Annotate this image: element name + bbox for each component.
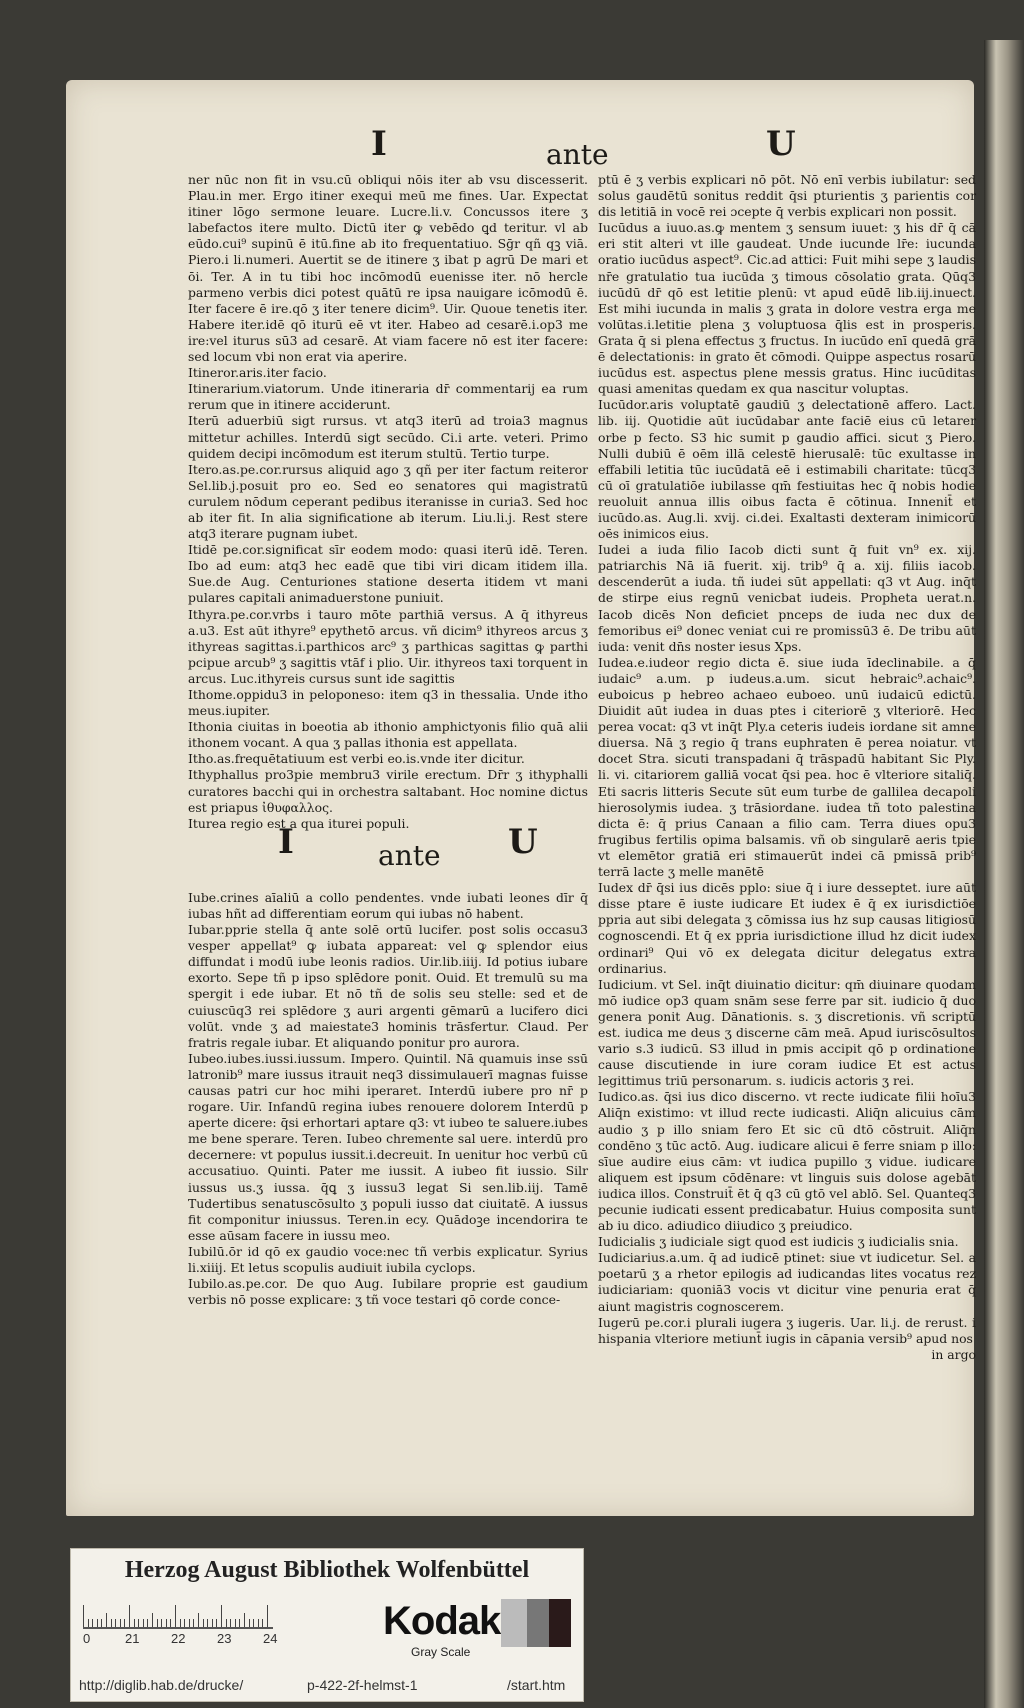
dictionary-entry: Iterū aduerbiū sigt rursus. vt atq3 iterū ad troia3 magnus mittetur achilles. Interdū sigt secūdo. Ci.i arte. veteri. Primo quidem decipi incōmodum est iterum stultū. Tertio turpe. xyxy=(188,413,588,461)
dictionary-entry: Iudei a iuda filio Iacob dicti sunt q̄ fuit vn⁹ ex. xij. patriarchis Nā iā fuerit. xij. trib⁹ q̄ a. xij. filiis iacob. descenderūt a iuda. tñ iudei sūt appellati: q3 vt Aug. inq̄t de stirpe eius regnū venicbat iudeis. Propheta uerat.n. Iacob dicēs Non deficiet pnceps de iuda nec dux de femoribus ei⁹ donec veniat cui re promissū3 ē. De tribu aūt iuda: venit dn̄s noster iesus Xps. xyxy=(598,542,976,654)
dictionary-entry: Iubar.pprie stella q̄ ante solē ortū lucifer. post solis occasu3 vesper appellat⁹ ꝙ iubata appareat: vel ꝙ splendor eius diffundat i modū iube leonis radios. Uir.lib.iiij. Id potius iubare exorto. Sepe tñ p ipso splēdore ponit. Ouid. Et tremulū su ma spergit i ede iubar. Et nō tñ de solis seu stelle: sed et de cuiuscūq3 rei splēdore ʒ auri argenti gēmarū a lucifero dici volūt. vnde ʒ ad maiestate3 hominis trāsfertur. Claud. Per fratris regale iubar. Et aliquando ponitur pro aurora. xyxy=(188,922,588,1050)
dictionary-entry: Iugerū pe.cor.i plurali iugera ʒ iugeris. Uar. li.j. de rerust. i hispania vlteriore metiunt̄ iugis in cāpania versib⁹ apud nos xyxy=(598,1314,976,1346)
ruler-label: 21 xyxy=(125,1631,140,1646)
ruler-label: 22 xyxy=(171,1631,186,1646)
running-head-letter-left: I xyxy=(371,124,387,164)
ruler-tick xyxy=(258,1619,259,1627)
ruler-tick xyxy=(175,1605,176,1627)
ruler-tick xyxy=(134,1619,135,1627)
ruler-tick xyxy=(235,1619,236,1627)
ruler-tick xyxy=(253,1619,254,1627)
ruler-tick xyxy=(88,1619,89,1627)
ruler-tick xyxy=(180,1619,181,1627)
dictionary-entry: Ithyra.pe.cor.vrbs i tauro mōte parthiā versus. A q̄ ithyreus a.u3. Est aūt ithyre⁹ epythetō arcus. vñ dicim⁹ ithyreos arcus ʒ ithyreas sagittas.i.parthicos arc⁹ ʒ parthicas sagittas ꝙ parthi pcipue arcub⁹ ʒ sagittis vtāf i plio. Uir. ithyreos taxi torquent in arcus. Luc.ithyreis cursus sunt ide sagittis xyxy=(188,606,588,686)
catchword: in argo xyxy=(931,1346,976,1362)
ruler-tick xyxy=(226,1619,227,1627)
dictionary-entry: Iudiciarius.a.um. q̄ ad iudicē ptinet: siue vt iudicetur. Sel. a poetarū ʒ a rhetor epilogis ad iudicandas lites vocatus rez iudiciariam: quoniā3 vocis vt dicitur vine penuria erat q̄ aiunt magistris cognoscerem. xyxy=(598,1250,976,1314)
dictionary-entry: Iudea.e.iudeor regio dicta ē. siue iuda īdeclinabile. a q̄ iudaic⁹ a.um. p iudeus.a.um. sicut hebraic⁹.achaic⁹. euboicus p hebreo achaeo euboeo. unū iudaicū edictū. Diuidit aūt iudea in duas ptes i citeriorē ʒ vlteriorē. Hec perea vocat: q3 vt inq̄t Ply.a ceteris iudeis iordane sit amne diuersa. Nā ʒ regio q̄ trans euphraten ē perea noiatur. vt docet Stra. sicuti transpadani q̄ trāspadū habitant Sic Ply. li. vi. citariorem galliā vocat q̄si pea. hoc ē vlteriore sitaliq̄. Eti sacris litteris Secute sūt eum turbe de gallilea decapoli hierosolymis iudea. ʒ trāsiordane. iudea tñ toto palestina dicta ē: q̄ prius Canaan a filio cam. Terra diues opu3 frugibus fertilis opima balsamis. vñ ob singularē aeris tpie vt elemētor gratiā eri stimauerūt indei cā pmissā prib⁹ terrā lacte ʒ melle manētē xyxy=(598,654,976,880)
scale-ruler xyxy=(83,1601,273,1629)
dictionary-entry: Iudicialis ʒ iudiciale sigt quod est iudicis ʒ iudicialis snia. xyxy=(598,1234,959,1250)
ruler-tick xyxy=(203,1619,204,1627)
ruler-tick xyxy=(216,1619,217,1627)
url-base: http://diglib.hab.de/drucke/ xyxy=(79,1677,244,1693)
dictionary-entry: Iudex dr̄ q̄si ius dicēs pplo: siue q̄ i iure desseptet. iure aūt disse ptare ē iuste iudicare Et iudex ē q̄ ex iurisdictiōe ppria aut sibi delegata ʒ cōmissa ius hz sup causas litigiosū cognoscendi. Et q̄ ex ppria iurisdictione illud hz dicit iudex ordinari⁹ Qui vō ex delegata dicitur delegatus extra ordinarius. xyxy=(598,880,976,976)
ruler-tick xyxy=(221,1605,222,1627)
gray-swatch-dark xyxy=(549,1599,571,1647)
dictionary-entry: Itidē pe.cor.significat sīr eodem modo: quasi iterū idē. Teren. Ibo ad eum: atq3 hec eadē que tibi viri dicam itidem illa. Sue.de Aug. Centuriones statione deserta itidem vt mani pulares capitali animaduerstone puniuit. xyxy=(188,542,588,606)
dictionary-entry: Iturea regio est a qua iturei populi. xyxy=(188,815,410,831)
ruler-label: 24 xyxy=(263,1631,278,1646)
ruler-tick xyxy=(111,1619,112,1627)
gray-swatch-light xyxy=(501,1599,527,1647)
subhead-right: U xyxy=(508,821,538,862)
dictionary-entry: Iucūdor.aris voluptatē gaudiū ʒ delectationē affero. Lact. lib. iij. Quotidie aūt iucūdabar ante faciē eius cū letarer orbe p fecto. S3 hic sumit p gaudio affici. sicut ʒ Piero. Nulli dubiū ē oēm illā celestē hierusalē: tūc exultasse in effabili letitia tūc iucūdatā eē i estimabili charitate: tūcq3 cū oī gratulatiōe iubilasse qm̄ festiuitas hec q̄ nobis hodie reuoluit annua illis oibus facta ē cōtinua. Innenit̄ et iucūdo.as. Aug.li. xvij. ci.dei. Exaltasti dexteram inimicorū oēs inimicos eius. xyxy=(598,397,976,542)
ruler-tick xyxy=(212,1619,213,1627)
library-name: Herzog August Bibliothek Wolfenbüttel xyxy=(124,1557,530,1583)
running-head xyxy=(66,110,974,180)
ruler-tick xyxy=(244,1613,245,1627)
dictionary-entry: Itho.as.frequētatiuum est verbi eo.is.vnde iter dicitur. xyxy=(188,751,525,767)
gray-scale-label: Gray Scale xyxy=(411,1645,471,1659)
continuation-text: ner nūc non fit in vsu.cū obliqui nōis iter ab vsu discesserit. Plau.in mer. Ergo itiner exequi meū me fines. Uar. Expectat itiner lōgo sermone leuare. Lucre.li.v. Concussos itere ʒ labefactos itere multo. Dictū iter ꝙ vebēdo ꝗd teritur. vl ab eūdo.cui⁹ supinū ē itū.fine ab ito frequentatiuo. Sḡr qñ qꝫ viā. Piero.i li.numeri. Auertit se de itinere ʒ ibat p agrū De mari et ōi. Ter. A in tu tibi hoc incōmodū euenisse iter. nō hercle parmeno verbis dici potest quātū re ipsa nauigare icōmodū ē. Iter facere ē ire.qō ʒ iter tenere dicim⁹. Uir. Quoue tenetis iter. Habere iter.idē qō iturū eē vt iter. Habeo ad cesarē.i.op3 me ire:vel iturus sū3 ad cesarē. At viam facere nō est iter facere: sed locum vbi non erat via aperire. xyxy=(188,172,588,365)
ruler-tick xyxy=(170,1619,171,1627)
dictionary-entry: Itero.as.pe.cor.rursus aliquid ago ʒ qñ per iter factum reiteror Sel.lib.j.posuit pro eo. Sed eo senatores qui magistratū curulem nōdum ceperant pedibus iteranisse in curia3. Sed hoc ab iter fit. In alia significatione ab iterum. Liu.li.j. Rest stere atq3 iterare pugnam iubet. xyxy=(188,461,588,542)
ruler-tick xyxy=(239,1619,240,1627)
subhead-left: I xyxy=(278,821,294,862)
ruler-tick xyxy=(157,1619,158,1627)
continuation-text: ptū ē ʒ verbis explicari nō pōt. Nō enī verbis iubilatur: sed solus gaudētū sonitus reddit q̄si pturientis ʒ parientis cor dis letitiā in vocē rei ɔcepte q̄ verbis explicari non possit. xyxy=(598,172,976,220)
ruler-tick xyxy=(198,1613,199,1627)
kodak-logo: Kodak xyxy=(383,1599,501,1643)
dictionary-entry: Iudicium. vt Sel. inq̄t diuinatio dicitur: qm̄ diuinare quodam mō iudice op3 quam snām sese ferre par sit. iudicio q̄ duo genera ponit Aug. Dānationis. s. ʒ discretionis. vñ scriptū est. iudica me deus ʒ discerne cām meā. Apud iuriscōsultos vario s.3 iudicū. S3 illud in pmis accipit qō p ordinatione cause discutiende in iure coram iudice Et est actus legittimus triū personarum. s. iudicis actoris ʒ rei. xyxy=(598,976,976,1089)
ruler-tick xyxy=(193,1619,194,1627)
right-column xyxy=(598,172,976,1363)
url-start: /start.htm xyxy=(507,1677,566,1693)
url-id: p-422-2f-helmst-1 xyxy=(307,1677,418,1693)
ruler-tick xyxy=(184,1619,185,1627)
ruler-labels xyxy=(83,1631,278,1647)
ruler-tick xyxy=(161,1619,162,1627)
ruler-tick xyxy=(189,1619,190,1627)
ruler-tick xyxy=(106,1613,107,1627)
running-head-word: ante xyxy=(546,138,609,171)
ruler-tick xyxy=(92,1619,93,1627)
ruler-tick xyxy=(143,1619,144,1627)
ruler-tick xyxy=(166,1619,167,1627)
ruler-tick xyxy=(115,1619,116,1627)
dictionary-entry: Ithyphallus pro3pie membru3 virile erectum. Dr̄r ʒ ithyphalli curatores bacchi qui in orchestra saltabant. Hoc nomine dictus est priapus ἰθυφαλλος. xyxy=(188,767,588,815)
ruler-tick xyxy=(267,1605,268,1627)
dictionary-entry: Iubilū.ōr id qō ex gaudio voce:nec tñ verbis explicatur. Syrius li.xiiij. Et letus scopulis audiuit iubila cyclops. xyxy=(188,1243,588,1275)
book-spine xyxy=(984,40,1024,1708)
ruler-tick xyxy=(101,1619,102,1627)
ruler-tick xyxy=(207,1619,208,1627)
ruler-tick xyxy=(138,1619,139,1627)
dictionary-entry: Iucūdus a iuuo.as.ꝙ mentem ʒ sensum iuuet: ʒ his dr̄ q̄ cā eri stit alteri vt ille gaudeat. Unde iucunde lr̄e: iucunda oratio iucūdus aspect⁹. Cic.ad attici: Fuit mihi sepe ʒ laudis nr̄e gratulatio tua iucūda ʒ timous cōsolatio grata. Qūq3 iucūdū dr̄ qō est letitie plenū: vt apud eūdē lib.iij.inuect. Est mihi iucunda in malis ʒ grata in dolore vestra erga me volūtas.i.letitie plena ʒ voluptuosa q̄lis est in prosperis. Grata q̄ si plena effectus ʒ fructus. In iucūdo enī quedā grā ē delectationis: in grato ēt cōmodi. Quippe aspectus rosarū iucūdus est. aspectus plene messis gratus. Hinc iucūditas quasi amenitas quedam ex qua nascitur voluptas. xyxy=(598,220,976,397)
ruler-tick xyxy=(249,1619,250,1627)
library-target-card xyxy=(70,1548,584,1702)
dictionary-entry: Itinerarium.viatorum. Unde itineraria dr̄ commentarij ea rum rerum que in itinere acciderunt. xyxy=(188,381,588,413)
dictionary-entry: Ithome.oppidu3 in peloponeso: item q3 in thessalia. Unde itho meus.iupiter. xyxy=(188,687,588,719)
ruler-tick xyxy=(97,1619,98,1627)
dictionary-entry: Itineror.aris.iter facio. xyxy=(188,365,327,381)
ruler-tick xyxy=(129,1605,130,1627)
ruler-tick xyxy=(124,1619,125,1627)
subhead-middle: ante xyxy=(378,838,441,872)
ruler-tick xyxy=(120,1619,121,1627)
ruler-tick xyxy=(147,1619,148,1627)
gray-swatch-mid xyxy=(527,1599,549,1647)
ruler-tick xyxy=(152,1613,153,1627)
ruler-tick xyxy=(262,1619,263,1627)
running-head-letter-right: U xyxy=(766,124,796,164)
ruler-label: 0 xyxy=(83,1631,91,1646)
ruler-tick xyxy=(83,1605,84,1627)
dictionary-entry: Iubilo.as.pe.cor. De quo Aug. Iubilare proprie est gaudium verbis nō posse explicare: ʒ tñ voce testari qō corde conce- xyxy=(188,1276,588,1308)
left-column xyxy=(188,172,588,1308)
dictionary-entry: Iudico.as. q̄si ius dico discerno. vt recte iudicate filii hoīu3 Aliq̄n existimo: vt illud recte iudicasti. Aliq̄n alicuius cām audio ʒ p illo sniam fero Et sic cū dtō cōstruit. Aliq̄n condēno ʒ tūc actō. Aug. iudicare alicui ē ferre sniam p illo: sīue audire eius cām: vt iudica pupillo ʒ vidue. iudicare aliquem est ipsum cōdēnare: vt linguis suis dolose agebāt iudica illos. Construit̄ ēt q̄ q3 cū gtō vel ablō. Sel. Quanteq3 pecunie iudicati essent predicabatur. Huius composita sunt ab iu dico. adiudico diiudico ʒ preiudico. xyxy=(598,1089,976,1234)
dictionary-entry: Ithonia ciuitas in boeotia ab ithonio amphictyonis filio quā alii ithonem vocant. A qua ʒ pallas ithonia est appellata. xyxy=(188,719,588,751)
ruler-label: 23 xyxy=(217,1631,232,1646)
dictionary-entry: Iubeo.iubes.iussi.iussum. Impero. Quintil. Nā quamuis inse ssū latronib⁹ mare iussus itrauit neq3 dissimulauerī magnas fuisse causas patri cur hoc mihi iperaret. Interdū iubere pro nr̄ p rogare. Uir. Infandū regina iubes renouere dolorem Interdū p aperte dicere: q̄si erhortari aptare q3: vt iubeo te saluere.iubes me bene sperare. Teren. Iubeo chremente sal uere. interdū pro decernere: vt populus iussit.i.decreuit. In uenitur hoc verbū cū accusatiuo. Quinti. Pater me iussit. A iubeo fit iussio. Silr iussus us.ʒ iussa. q̄ꝗ ʒ iussu3 legat Si sen.lib.iij. Tamē Tudertibus senatuscōsulto ʒ populi iusso dat ciuitatē. A iussus fit componitur iniussus. Teren.in ecy. Quādoꝫe incendorira te esse aūsam facere in iussu meo. xyxy=(188,1050,588,1243)
ruler-tick xyxy=(230,1619,231,1627)
dictionary-entry: Iube.crines aīaliū a collo pendentes. vnde iubati leones dīr q̄ iubas hñt ad differentiam eorum qui iubas nō habent. xyxy=(188,889,588,921)
